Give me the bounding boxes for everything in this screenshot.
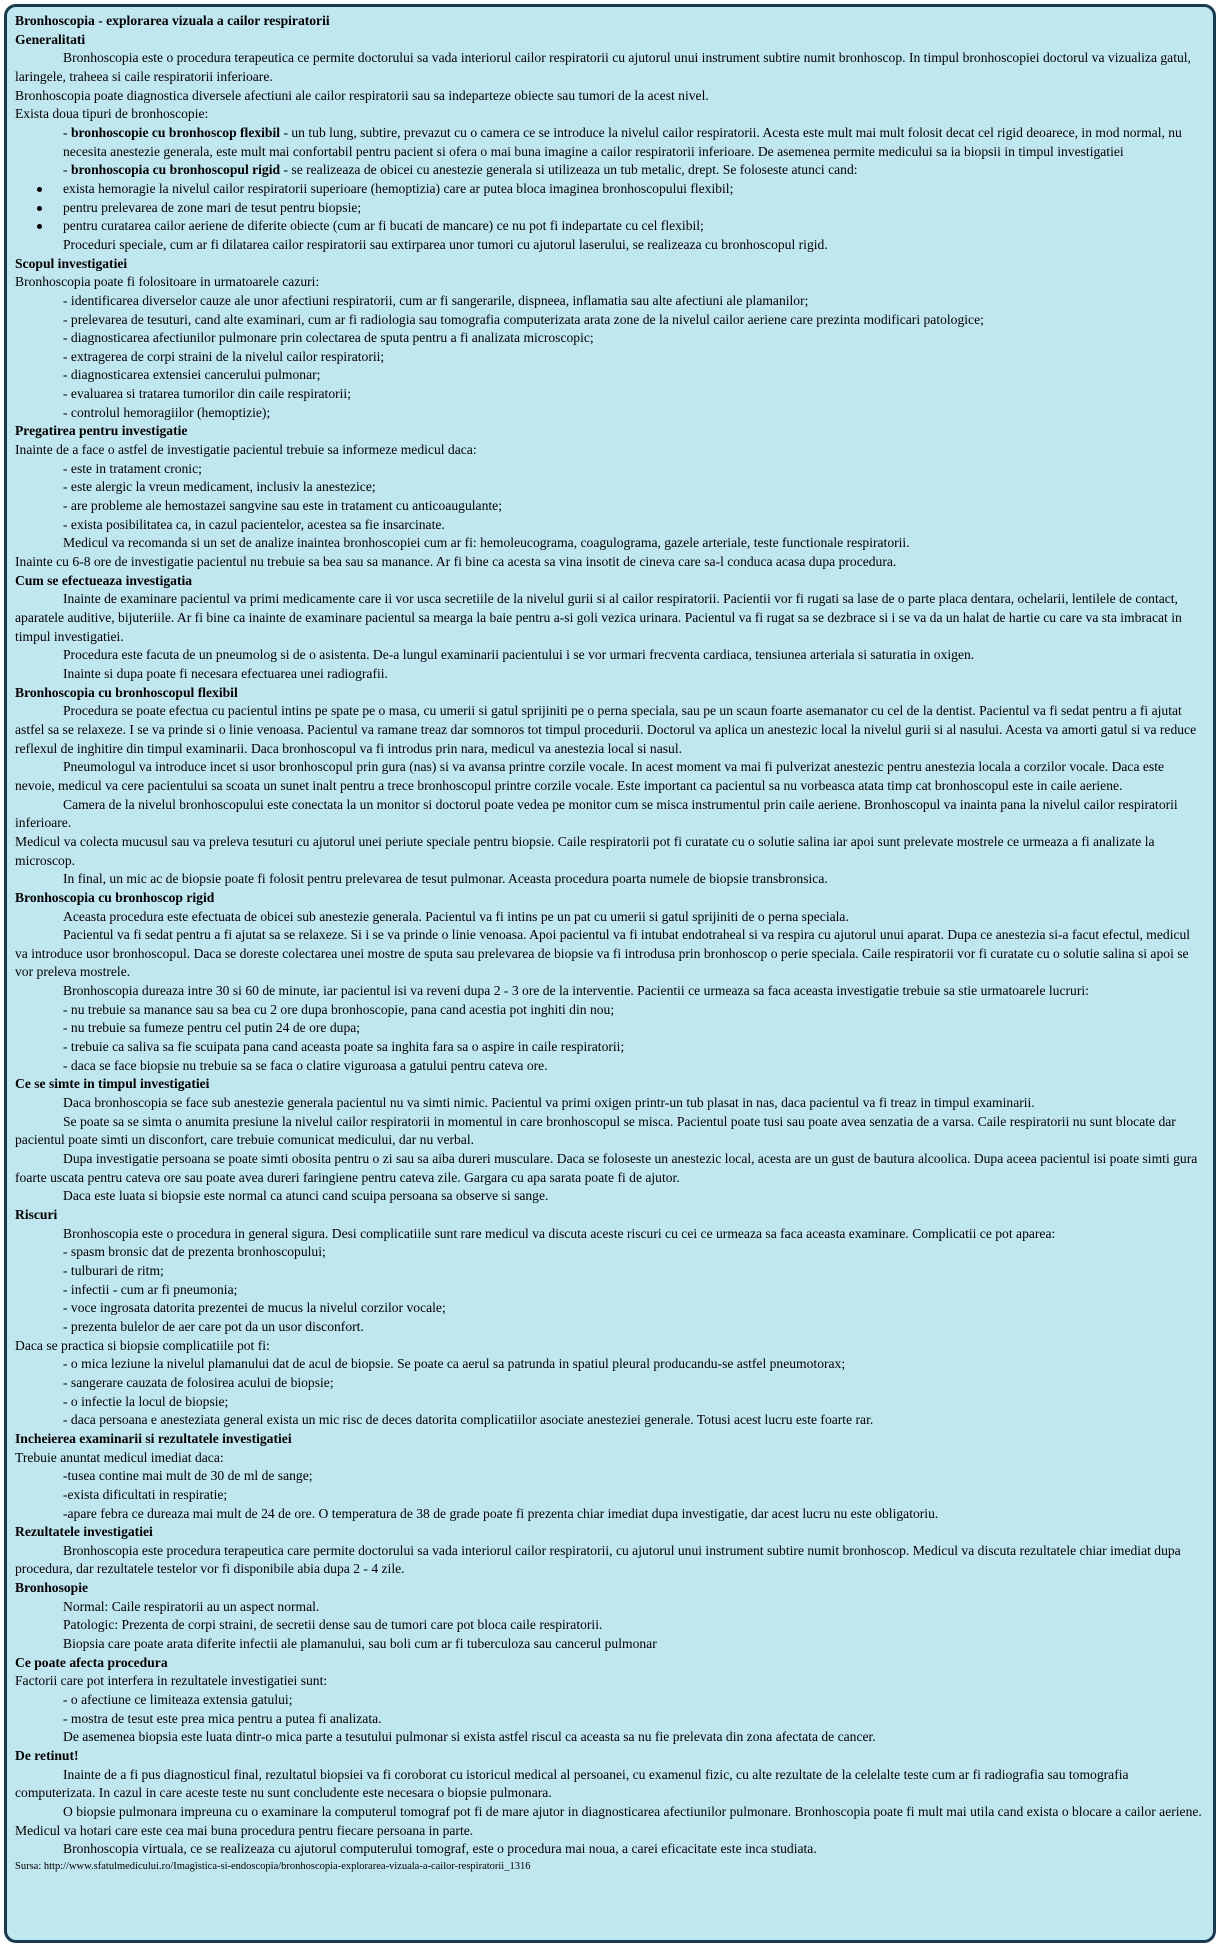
- list-item: -tusea contine mai mult de 30 de ml de sange;: [63, 1468, 313, 1484]
- bullet-item: pentru curatarea cailor aeriene de diferite obiecte (cum ar fi bucati de mancare) ce nu pot fi indepartate cu cel flexibil;: [63, 217, 1205, 236]
- paragraph: Exista doua tipuri de bronhoscopie:: [15, 106, 209, 122]
- list-item: - o afectiune ce limiteaza extensia gatului;: [63, 1692, 293, 1708]
- source-note: Sursa: http://www.sfatulmedicului.ro/Imagistica-si-endoscopia/bronhoscopia-explorarea-vizuala-a-cailor-respiratorii_1316: [15, 1860, 531, 1872]
- paragraph: Inainte de examinare pacientul va primi medicamente care ii vor usca secretiile de la nivelul gurii si al cailor respiratorii. Pacientii vor fi rugati sa lase de o parte placa dentara, ochelarii, lentilele de contact, aparatele auditive, bijuteriile. Ar fi bine ca inainte de examinare pacientul sa mearga la baie pentru a-si goli vezica urinara. Pacientul va fi rugat sa se dezbrace si i se va da un halat de hartie cu care va sta imbracat in timpul investigatiei.: [15, 591, 1182, 644]
- paragraph: Proceduri speciale, cum ar fi dilatarea cailor respiratorii sau extirparea unor tumori cu ajutorul laserului, se realizeaza cu bronhoscopul rigid.: [63, 236, 828, 252]
- paragraph: Daca bronhoscopia se face sub anestezie generala pacientul nu va simti nimic. Pacientul va primi oxigen printr-un tub plasat in nas, daca pacientul va fi treaz in timpul examinarii.: [63, 1095, 1035, 1111]
- paragraph: Procedura este facuta de un pneumolog si de o asistenta. De-a lungul examinarii pacientului i se vor urmari frecventa cardiaca, tensiunea arteriala si saturatia in oxigen.: [63, 647, 975, 663]
- paragraph: Biopsia care poate arata diferite infectii ale plamanului, sau boli cum ar fi tuberculoza sau cancerul pulmonar: [63, 1636, 657, 1652]
- list-item: - nu trebuie sa manance sau sa bea cu 2 ore dupa bronhoscopie, pana cand acestia pot inghiti din nou;: [63, 1001, 615, 1017]
- paragraph: Bronhoscopia virtuala, ce se realizeaza cu ajutorul computerului tomograf, este o procedura mai noua, a carei eficacitate este inca studiata.: [63, 1841, 817, 1857]
- list-item: - tulburari de ritm;: [63, 1262, 164, 1278]
- paragraph: Bronhoscopia poate diagnostica diversele afectiuni ale cailor respiratorii sau sa indeparteze obiecte sau tumori de la acest nivel.: [15, 87, 709, 103]
- section-heading: Ce poate afecta procedura: [15, 1654, 168, 1670]
- list-item-text: - se realizeaza de obicei cu anestezie generala si utilizeaza un tub metalic, drept. Se foloseste atunci cand:: [280, 162, 858, 178]
- list-item: - voce ingrosata datorita prezentei de mucus la nivelul corzilor vocale;: [63, 1300, 446, 1316]
- list-item: - controlul hemoragiilor (hemoptizie);: [63, 404, 271, 420]
- paragraph: Pacientul va fi sedat pentru a fi ajutat sa se relaxeze. Si i se va prinde o linie venoasa. Apoi pacientul va fi intubat endotraheal si va respira cu ajutorul unui aparat. Dupa ce anestezia si-a facut efectul, medicul va introduce usor bronhoscopul. Daca se doreste colectarea unei mostre de sputa sau prelevarea de biopsie va fi introdusa prin bronhoscop o perie speciala. Caile respiratorii vor fi curatate cu o solutie salina si apoi se vor preleva mostrele.: [15, 927, 1191, 980]
- section-heading: Bronhoscopia cu bronhoscop rigid: [15, 889, 215, 905]
- paragraph: Pneumologul va introduce incet si usor bronhoscopul prin gura (nas) si va avansa printre corzile vocale. In acest moment va mai fi pulverizat anestezic pentru anestezia locala a corzilor vocale. Daca este nevoie, medicul va cere pacientului sa scoata un sunet inalt pentru a trece bronhoscopul printre corzile vocale. Este important ca pacientul sa nu vorbeasca atata timp cat bronhoscopul este in caile aeriene.: [15, 759, 1165, 793]
- list-item: [15, 124, 1205, 161]
- list-item: - este alergic la vreun medicament, inclusiv la anestezice;: [63, 479, 376, 495]
- paragraph: Procedura se poate efectua cu pacientul intins pe spate pe o masa, cu umerii si gatul sprijiniti pe o perna speciala, sau pe un scaun foarte asemanator cu cel de la dentist. Pacientul va fi sedat pentru a fi ajutat astfel sa se relaxeze. I se va prinde si o linie venoasa. Pacientul va ramane treaz dar somnoros tot timpul procedurii. Doctorul va aplica un anestezic local la nivelul gurii si al nasului. Acesta va amorti gatul si va reduce reflexul de inghitire din timpul examinarii. Daca bronhoscopul va fi introdus prin nara, medicul va anestezia local si nasul.: [15, 703, 1197, 756]
- list-item: - nu trebuie sa fumeze pentru cel putin 24 de ore dupa;: [63, 1020, 361, 1036]
- section-heading: Generalitati: [15, 31, 86, 47]
- paragraph: Inainte cu 6-8 ore de investigatie pacientul nu trebuie sa bea sau sa manance. Ar fi bine ca acesta sa vina insotit de cineva care sa-l conduca acasa dupa procedura.: [15, 554, 897, 570]
- document-title: Bronhoscopia - explorarea vizuala a cailor respiratorii: [15, 13, 330, 28]
- list-item: - o infectie la locul de biopsie;: [63, 1393, 229, 1409]
- paragraph: Dupa investigatie persoana se poate simti obosita pentru o zi sau sa aiba dureri musculare. Daca se foloseste un anestezic local, acesta are un gust de bautura alcoolica. Dupa aceea pacientul isi poate simti gura foarte uscata pentru cateva ore sau poate avea dureri faringiene pentru cateva zile. Gargara cu apa sarata poate fi de ajutor.: [15, 1151, 1198, 1185]
- section-heading: Incheierea examinarii si rezultatele investigatiei: [15, 1430, 292, 1446]
- list-item: - are probleme ale hemostazei sangvine sau este in tratament cu anticoaugulante;: [63, 498, 502, 514]
- paragraph: Bronhoscopia este o procedura terapeutica ce permite doctorului sa vada interiorul cailor respiratorii cu ajutorul unui instrument subtire numit bronhoscop. In timpul bronhoscopiei doctorul va vizualiza gatul, laringele, traheea si caile respiratorii inferioare.: [15, 50, 1191, 84]
- section-heading: Bronhosopie: [15, 1580, 89, 1596]
- list-item: - evaluarea si tratarea tumorilor din caile respiratorii;: [63, 386, 351, 402]
- paragraph: Trebuie anuntat medicul imediat daca:: [15, 1449, 224, 1465]
- section-heading: Pregatirea pentru investigatie: [15, 423, 188, 439]
- list-item: - sangerare cauzata de folosirea acului de biopsie;: [63, 1374, 334, 1390]
- list-item: - diagnosticarea extensiei cancerului pulmonar;: [63, 367, 321, 383]
- section-heading: Cum se efectueaza investigatia: [15, 572, 193, 588]
- list-item: - trebuie ca saliva sa fie scuipata pana cand aceasta poate sa inghita fara sa o aspire in caile respiratorii;: [63, 1039, 625, 1055]
- paragraph: Bronhoscopia este o procedura in general sigura. Desi complicatiile sunt rare medicul va discuta aceste riscuri cu cei ce urmeaza sa faca aceasta examinare. Complicatii ce pot aparea:: [63, 1225, 1056, 1241]
- paragraph: Normal: Caile respiratorii au un aspect normal.: [63, 1598, 320, 1614]
- list-item-term: bronhoscopie cu bronhoscop flexibil: [70, 124, 281, 140]
- paragraph: Patologic: Prezenta de corpi straini, de secretii dense sau de tumori care pot bloca caile respiratorii.: [63, 1617, 603, 1633]
- list-item: - prezenta bulelor de aer care pot da un usor disconfort.: [63, 1318, 364, 1334]
- list-item: - este in tratament cronic;: [63, 460, 202, 476]
- section-heading: Scopul investigatiei: [15, 255, 128, 271]
- paragraph: Bronhoscopia poate fi folositoare in urmatoarele cazuri:: [15, 274, 320, 290]
- list-item: - identificarea diverselor cauze ale unor afectiuni respiratorii, cum ar fi sangerarile, dispneea, inflamatia sau alte afectiuni ale plamanilor;: [63, 292, 809, 308]
- section-heading: Riscuri: [15, 1207, 58, 1222]
- list-item: - spasm bronsic dat de prezenta bronhoscopului;: [63, 1244, 326, 1260]
- list-item: - infectii - cum ar fi pneumonia;: [63, 1281, 238, 1297]
- list-item-text: - un tub lung, subtire, prevazut cu o camera ce se introduce la nivelul cailor respiratorii. Acesta este mult mai mult folosit decat cel rigid deoarece, in mod normal, nu necesita anestezie generala, este mult mai confortabil pentru pacient si ofera o mai buna imagine a cailor respiratorii inferioare. De asemenea permite medicului sa ia biopsii in timpul investigatiei: [63, 124, 1182, 159]
- list-item: - o mica leziune la nivelul plamanului dat de acul de biopsie. Se poate ca aerul sa patrunda in spatiul pleural producandu-se astfel pneumotorax;: [63, 1356, 846, 1372]
- paragraph: Bronhoscopia dureaza intre 30 si 60 de minute, iar pacientul isi va reveni dupa 2 - 3 ore de la interventie. Pacientii ce urmeaza sa faca aceasta investigatie trebuie sa stie urmatoarele lucruri:: [63, 983, 1089, 999]
- list-item: [15, 161, 1205, 180]
- list-item: -apare febra ce dureaza mai mult de 24 de ore. O temperatura de 38 de grade poate fi prezenta chiar imediat dupa investigatie, dar acest lucru nu este obligatoriu.: [63, 1505, 939, 1521]
- paragraph: Inainte de a face o astfel de investigatie pacientul trebuie sa informeze medicul daca:: [15, 442, 477, 458]
- paragraph: Camera de la nivelul bronhoscopului este conectata la un monitor si doctorul poate vedea pe monitor cum se misca instrumentul prin caile aeriene. Bronhoscopul va inainta pana la nivelul cailor respiratorii inferioare.: [15, 796, 1178, 831]
- list-item: - daca persoana e anesteziata general exista un mic risc de deces datorita complicatiilor asociate anesteziei generale. Totusi acest lucru este foarte rar.: [63, 1412, 874, 1428]
- section-heading: De retinut!: [15, 1748, 79, 1764]
- list-item: - daca se face biopsie nu trebuie sa se faca o clatire viguroasa a gatului pentru cateva ore.: [63, 1057, 548, 1073]
- bullet-item: exista hemoragie la nivelul cailor respiratorii superioare (hemoptizia) care ar putea bloca imaginea bronhoscopului flexibil;: [63, 180, 1205, 199]
- section-heading: Rezultatele investigatiei: [15, 1524, 153, 1540]
- paragraph: O biopsie pulmonara impreuna cu o examinare la computerul tomograf pot fi de mare ajutor in diagnosticarea afectiunilor pulmonare. Bronhoscopia poate fi mult mai utila cand exista o blocare a cailor aeriene. Medicul va hotari care este cea mai buna procedura pentru fiecare persoana in parte.: [15, 1804, 1202, 1838]
- list-item: -exista dificultati in respiratie;: [63, 1486, 228, 1502]
- list-item-prefix: -: [63, 162, 71, 178]
- paragraph: De asemenea biopsia este luata dintr-o mica parte a tesutului pulmonar si exista astfel riscul ca aceasta sa nu fie prelevata din zona afectata de cancer.: [63, 1729, 876, 1745]
- paragraph: Daca este luata si biopsie este normal ca atunci cand scuipa persoana sa observe si sange.: [63, 1188, 549, 1204]
- paragraph: Se poate sa se simta o anumita presiune la nivelul cailor respiratorii in momentul in care bronhoscopul se misca. Pacientul poate tusi sau poate avea senzatia de a varsa. Caile respiratorii nu sunt blocate dar pacientul poate simti un disconfort, care trebuie comunicat medicului, dar nu verbal.: [15, 1113, 1176, 1148]
- paragraph: Medicul va colecta mucusul sau va preleva tesuturi cu ajutorul unei periute speciale pentru biopsie. Caile respiratorii pot fi curatate cu o solutie salina iar apoi sunt prelevate mostrele ce urmeaza a fi analizate la microscop.: [15, 833, 1155, 868]
- list-item: - extragerea de corpi straini de la nivelul cailor respiratorii;: [63, 348, 385, 364]
- list-item: - mostra de tesut este prea mica pentru a putea fi analizata.: [63, 1710, 382, 1726]
- paragraph: Aceasta procedura este efectuata de obicei sub anestezie generala. Pacientul va fi intins pe un pat cu umerii si gatul sprijiniti de o perna speciala.: [63, 908, 849, 924]
- paragraph: Inainte de a fi pus diagnosticul final, rezultatul biopsiei va fi coroborat cu istoricul medical al persoanei, cu examenul fizic, cu alte rezultate de la celelalte teste cum ar fi radiografia sau tomografia computerizata. In cazul in care aceste teste nu sunt concludente este necesara o biopsie pulmonara.: [15, 1766, 1129, 1801]
- paragraph: Inainte si dupa poate fi necesara efectuarea unei radiografii.: [63, 665, 388, 681]
- paragraph: Bronhoscopia este procedura terapeutica care permite doctorului sa vada interiorul cailor respiratorii, cu ajutorul unui instrument subtire numit bronhoscop. Medicul va discuta rezultatele chiar imediat dupa procedura, dar rezultatele testelor vor fi disponibile abia dupa 2 - 4 zile.: [15, 1542, 1181, 1577]
- paragraph: Factorii care pot interfera in rezultatele investigatiei sunt:: [15, 1673, 328, 1689]
- list-item: - prelevarea de tesuturi, cand alte examinari, cum ar fi radiologia sau tomografia computerizata arata zone de la nivelul cailor aeriene care prezinta modificari patologice;: [63, 311, 984, 327]
- paragraph: Daca se practica si biopsie complicatiile pot fi:: [15, 1337, 270, 1353]
- document-panel: [4, 4, 1216, 1943]
- bullet-list: [15, 180, 1205, 236]
- list-item-prefix: -: [63, 124, 71, 140]
- section-heading: Ce se simte in timpul investigatiei: [15, 1076, 210, 1092]
- list-item-term: bronhoscopia cu bronhoscopul rigid: [70, 162, 281, 178]
- section-heading: Bronhoscopia cu bronhoscopul flexibil: [15, 684, 238, 700]
- paragraph: In final, un mic ac de biopsie poate fi folosit pentru prelevarea de tesut pulmonar. Aceasta procedura poarta numele de biopsie transbronsica.: [63, 871, 828, 887]
- document-body: [7, 7, 1213, 1874]
- bullet-item: pentru prelevarea de zone mari de tesut pentru biopsie;: [63, 199, 1205, 218]
- list-item: - exista posibilitatea ca, in cazul pacientelor, acestea sa fie insarcinate.: [63, 516, 445, 532]
- paragraph: Medicul va recomanda si un set de analize inaintea bronhoscopiei cum ar fi: hemoleucograma, coagulograma, gazele arteriale, teste functionale respiratorii.: [63, 535, 910, 551]
- list-item: - diagnosticarea afectiunilor pulmonare prin colectarea de sputa pentru a fi analizata microscopic;: [63, 330, 594, 346]
